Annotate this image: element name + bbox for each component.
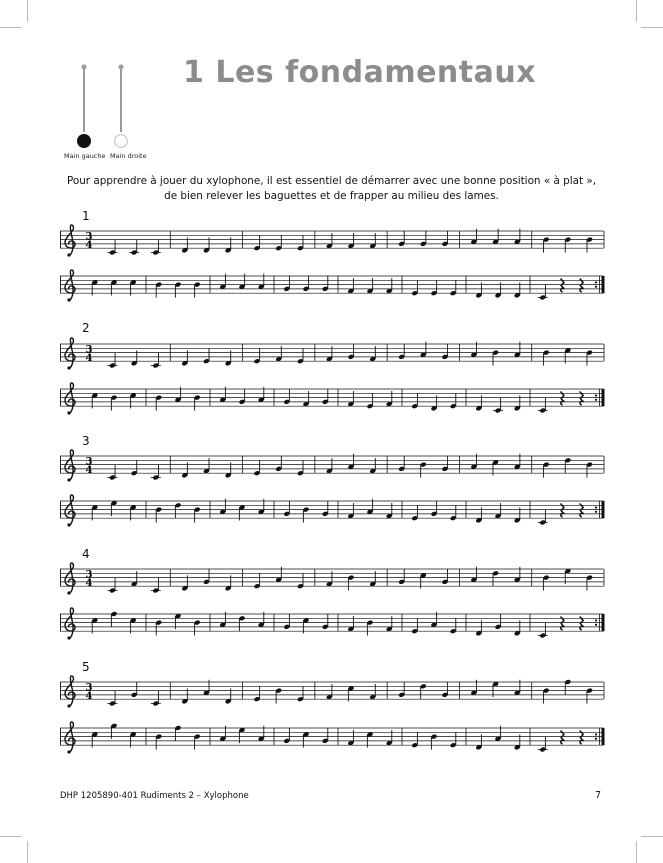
music-staff xyxy=(60,559,604,605)
treble-clef-icon xyxy=(65,495,75,527)
music-staff xyxy=(60,672,604,718)
repeat-thick-bar xyxy=(602,276,605,293)
exercise-number: 5 xyxy=(82,660,90,674)
repeat-dot xyxy=(595,399,597,401)
treble-clef-dot xyxy=(67,591,70,594)
treble-clef-stroke xyxy=(65,676,75,706)
page-title xyxy=(183,55,536,90)
crop-mark xyxy=(0,836,22,837)
repeat-thick-bar xyxy=(602,614,605,631)
treble-clef-stroke xyxy=(65,563,75,593)
treble-clef-stroke xyxy=(65,270,75,300)
treble-clef-dot xyxy=(67,411,70,414)
treble-clef-dot xyxy=(67,704,70,707)
repeat-thick-bar xyxy=(602,389,605,406)
title-number: 1 xyxy=(183,55,205,90)
time-signature-bottom: 4 xyxy=(85,691,93,703)
crop-mark xyxy=(636,0,637,22)
treble-clef-dot xyxy=(67,253,70,256)
repeat-dot xyxy=(595,624,597,626)
music-staff xyxy=(60,491,604,537)
time-signature-bottom: 4 xyxy=(85,240,93,252)
treble-clef-icon xyxy=(65,608,75,640)
crop-mark xyxy=(27,0,28,22)
time-signature-top: 3 xyxy=(85,456,93,468)
crop-mark xyxy=(636,841,637,863)
music-staff xyxy=(60,718,604,764)
repeat-dot xyxy=(595,394,597,396)
time-signature-bottom: 4 xyxy=(85,465,93,477)
music-staff xyxy=(60,446,604,492)
treble-clef-icon xyxy=(65,676,75,708)
treble-clef-dot xyxy=(67,366,70,369)
time-signature-top: 3 xyxy=(85,682,93,694)
treble-clef-stroke xyxy=(65,225,75,255)
title-text: Les fondamentaux xyxy=(215,55,537,90)
treble-clef-stroke xyxy=(65,608,75,638)
time-signature-top: 3 xyxy=(85,344,93,356)
crop-mark xyxy=(641,836,663,837)
treble-clef-dot xyxy=(67,636,70,639)
music-staff xyxy=(60,379,604,425)
intro-line-2: de bien relever les baguettes et de frapper au milieu des lames. xyxy=(164,189,499,202)
time-signature-top: 3 xyxy=(85,569,93,581)
music-staff xyxy=(60,266,604,312)
intro-line-1: Pour apprendre à jouer du xylophone, il est essentiel de démarrer avec une bonne position « à plat », xyxy=(66,175,597,187)
treble-clef-dot xyxy=(67,478,70,481)
treble-clef-dot xyxy=(67,298,70,301)
treble-clef-dot xyxy=(67,750,70,753)
repeat-dot xyxy=(595,619,597,621)
exercise-number: 3 xyxy=(82,434,90,448)
time-signature-top: 3 xyxy=(85,231,93,243)
treble-clef-icon xyxy=(65,450,75,482)
treble-clef-icon xyxy=(65,225,75,257)
time-signature-bottom: 4 xyxy=(85,578,93,590)
treble-clef-dot xyxy=(67,523,70,526)
crop-mark xyxy=(27,841,28,863)
page-number: 7 xyxy=(594,790,601,801)
treble-clef-icon xyxy=(65,722,75,754)
crop-mark xyxy=(641,27,663,28)
repeat-thick-bar xyxy=(602,728,605,745)
treble-clef-icon xyxy=(65,383,75,415)
repeat-dot xyxy=(595,511,597,513)
music-staff xyxy=(60,334,604,380)
repeat-dot xyxy=(595,281,597,283)
mallet-right-label: Main droite xyxy=(110,152,147,160)
repeat-dot xyxy=(595,738,597,740)
repeat-dot xyxy=(595,506,597,508)
treble-clef-stroke xyxy=(65,722,75,752)
treble-clef-stroke xyxy=(65,450,75,480)
music-staff xyxy=(60,604,604,650)
treble-clef-icon xyxy=(65,270,75,302)
repeat-thick-bar xyxy=(602,501,605,518)
repeat-dot xyxy=(595,733,597,735)
mallet-left-label: Main gauche xyxy=(64,152,106,160)
mallets-illustration xyxy=(60,60,160,170)
treble-clef-stroke xyxy=(65,338,75,368)
treble-clef-icon xyxy=(65,563,75,595)
footer-reference: DHP 1205890-401 Rudiments 2 – Xylophone xyxy=(60,791,249,801)
exercise-number: 4 xyxy=(82,547,90,561)
intro-text xyxy=(60,174,603,203)
treble-clef-stroke xyxy=(65,495,75,525)
treble-clef-stroke xyxy=(65,383,75,413)
mallets-icon xyxy=(60,60,160,160)
crop-mark xyxy=(0,27,22,28)
time-signature-bottom: 4 xyxy=(85,353,93,365)
repeat-dot xyxy=(595,286,597,288)
music-staff xyxy=(60,221,604,267)
exercise-number: 2 xyxy=(82,321,90,335)
exercise-number: 1 xyxy=(82,209,90,223)
treble-clef-icon xyxy=(65,338,75,370)
